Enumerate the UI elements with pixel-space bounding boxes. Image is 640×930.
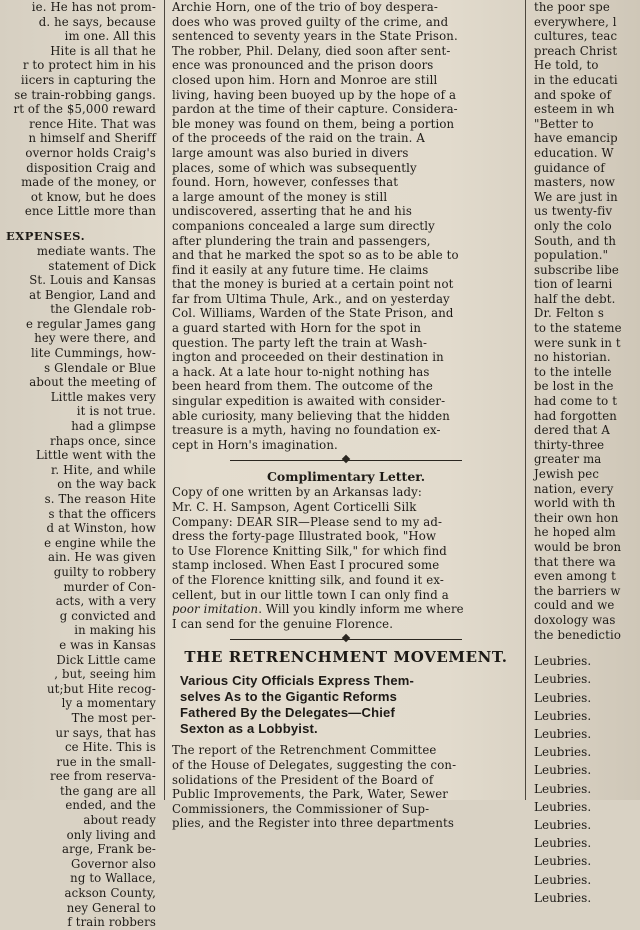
text-line: doxology was bbox=[534, 612, 616, 627]
text-line: ble money was found on them, being a portion bbox=[172, 116, 455, 131]
text-line: r. Hite, and while bbox=[50, 462, 156, 477]
list-item: Leubries. bbox=[534, 890, 592, 905]
text-line: after plundering the train and passengers, bbox=[172, 233, 431, 248]
text-line: Hite is all that he bbox=[50, 43, 156, 58]
text-line: had come to t bbox=[534, 394, 618, 409]
text-line: Jewish pec bbox=[534, 467, 600, 481]
text-line: of the Florence knitting silk, and found it ex- bbox=[172, 572, 444, 587]
text-line: could and we bbox=[534, 598, 615, 613]
text-line: ut;but Hite recog- bbox=[46, 681, 156, 696]
text-line: ng to Wallace, bbox=[70, 871, 156, 886]
text-line: it is not true. bbox=[76, 404, 156, 419]
deck-line: Various City Officials Express Them- bbox=[180, 673, 415, 689]
text-line: rue in the small- bbox=[56, 754, 156, 769]
column-rule-right bbox=[525, 0, 526, 800]
text-line: guidance of bbox=[534, 160, 605, 175]
text-line: have emancip bbox=[534, 131, 618, 146]
text-line: made of the money, or bbox=[21, 175, 156, 190]
text-line: rhaps once, since bbox=[49, 433, 156, 448]
text-line: greater ma bbox=[534, 452, 602, 467]
list-item: Leubries. bbox=[534, 836, 592, 851]
text-line: The robber, Phil. Delany, died soon after sent- bbox=[172, 43, 451, 58]
list-item: Leubries. bbox=[534, 817, 592, 832]
text-line: question. The party left the train at Wash- bbox=[172, 335, 428, 350]
text-line: poor imitation. Will you kindly inform me where bbox=[172, 602, 464, 617]
article-body-text bbox=[170, 743, 522, 831]
list-item: Leubries. bbox=[534, 781, 592, 796]
text-line: g convicted and bbox=[59, 608, 156, 623]
text-line: closed upon him. Horn and Monroe are still bbox=[172, 72, 438, 87]
text-line: esteem in wh bbox=[534, 102, 615, 117]
text-line: Mr. C. H. Sampson, Agent Corticelli Silk bbox=[172, 500, 417, 514]
text-line: cultures, teac bbox=[534, 29, 618, 44]
text-line: everywhere, l bbox=[534, 14, 617, 29]
text-line: s Glendale or Blue bbox=[44, 360, 156, 375]
list-item: Leubries. bbox=[534, 872, 592, 887]
text-line: to the stateme bbox=[534, 321, 622, 336]
text-line: cellent, but in our little town I can only find a bbox=[172, 587, 449, 602]
text-line: found. Horn, however, confesses that bbox=[172, 175, 399, 190]
list-item: Leubries. bbox=[534, 854, 592, 869]
right-column-top-text bbox=[530, 0, 640, 642]
text-line: the gang are all bbox=[59, 783, 156, 798]
prison-story-text bbox=[170, 0, 522, 452]
text-line: treasure is a myth, having no foundation ex- bbox=[172, 423, 441, 438]
text-line: had a glimpse bbox=[71, 419, 156, 434]
text-line: s that the officers bbox=[48, 506, 156, 521]
text-line: He told, to bbox=[534, 58, 599, 73]
text-line: pardon at the time of their capture. Considera- bbox=[172, 102, 458, 117]
text-line: had forgotten bbox=[534, 408, 617, 423]
text-line: cept in Horn's imagination. bbox=[172, 437, 338, 452]
text-line: undiscovered, asserting that he and his bbox=[172, 204, 412, 219]
text-line: Col. Williams, Warden of the State Prison, and bbox=[172, 306, 454, 321]
text-line: ce Hite. This is bbox=[64, 740, 156, 755]
text-line: and that he marked the spot so as to be able to bbox=[172, 248, 459, 263]
deck-line: Sexton as a Lobbyist. bbox=[180, 721, 318, 737]
text-line: , but, seeing him bbox=[54, 667, 156, 682]
text-line: masters, now bbox=[534, 175, 616, 190]
text-line: nation, every bbox=[534, 481, 614, 496]
text-line: only the colo bbox=[534, 218, 612, 233]
text-line: ie. He has not prom- bbox=[31, 0, 156, 14]
text-line: hey were there, and bbox=[34, 331, 156, 346]
text-line: Dr. Felton s bbox=[534, 306, 604, 321]
leubries-list bbox=[530, 652, 640, 907]
list-item: Leubries. bbox=[534, 672, 592, 687]
text-line: We are just in bbox=[534, 189, 618, 204]
text-line: Dick Little came bbox=[56, 652, 156, 667]
text-line: companions concealed a large sum directly bbox=[172, 218, 435, 233]
list-item: Leubries. bbox=[534, 799, 592, 814]
text-line: Commissioners, the Commissioner of Sup- bbox=[172, 801, 430, 816]
left-column-section-text bbox=[0, 244, 160, 930]
text-line: The most per- bbox=[71, 710, 156, 725]
text-line: Archie Horn, one of the trio of boy despera- bbox=[172, 0, 438, 14]
text-line: world with th bbox=[534, 496, 616, 511]
text-line: ence was pronounced and the prison doors bbox=[172, 58, 434, 73]
left-column-top-text bbox=[0, 0, 160, 219]
text-line: r to protect him in his bbox=[22, 58, 156, 73]
list-item: Leubries. bbox=[534, 745, 592, 760]
text-line: a hack. At a late hour to-night nothing has bbox=[172, 364, 430, 379]
text-line: able curiosity, many believing that the hidden bbox=[172, 408, 450, 423]
text-line: acts, with a very bbox=[55, 594, 156, 609]
text-line: St. Louis and Kansas bbox=[29, 273, 156, 288]
text-line: I can send for the genuine Florence. bbox=[172, 616, 394, 631]
list-item: Leubries. bbox=[534, 726, 592, 741]
text-line: ain. He was given bbox=[48, 550, 156, 565]
text-line: iicers in capturing the bbox=[20, 72, 156, 87]
text-line: f train robbers bbox=[67, 915, 156, 930]
text-line: the poor spe bbox=[534, 0, 610, 14]
text-line: n himself and Sheriff bbox=[28, 131, 156, 146]
text-line: would be bron bbox=[534, 539, 622, 554]
text-line: thirty-three bbox=[534, 437, 605, 452]
text-line: Little went with the bbox=[36, 448, 156, 463]
text-line: stamp inclosed. When East I procured some bbox=[172, 558, 440, 573]
text-line: been heard from them. The outcome of the bbox=[172, 379, 433, 394]
text-line: overnor holds Craig's bbox=[25, 145, 156, 160]
list-item: Leubries. bbox=[534, 690, 592, 705]
text-line: guilty to robbery bbox=[53, 564, 156, 579]
text-line: mediate wants. The bbox=[36, 243, 156, 258]
text-line: half the debt. bbox=[534, 291, 616, 306]
text-line: arge, Frank be- bbox=[62, 842, 156, 857]
text-line: rt of the $5,000 reward bbox=[13, 102, 156, 117]
text-line: a guard started with Horn for the spot in bbox=[172, 321, 422, 336]
text-line: ence Little more than bbox=[24, 204, 156, 219]
text-line: lite Cummings, how- bbox=[31, 346, 156, 361]
text-line: solidations of the President of the Board of bbox=[172, 772, 434, 787]
text-line: living, having been buoyed up by the hope of a bbox=[172, 87, 457, 102]
text-line: on the way back bbox=[57, 477, 156, 492]
deck-line: selves As to the Gigantic Reforms bbox=[180, 689, 398, 705]
letter-text bbox=[170, 485, 522, 631]
deck-line: Fathered By the Delegates—Chief bbox=[180, 705, 395, 721]
text-line: to the intelle bbox=[534, 364, 612, 379]
text-line: does who was proved guilty of the crime, and bbox=[172, 14, 449, 29]
text-line: dress the forty-page Illustrated book, "How bbox=[172, 529, 437, 544]
text-line: Company: DEAR SIR—Please send to my ad- bbox=[172, 514, 443, 529]
text-line: in the educati bbox=[534, 72, 618, 87]
text-line: e engine while the bbox=[44, 535, 156, 550]
list-item: Leubries. bbox=[534, 654, 592, 669]
text-line: the benedictio bbox=[534, 627, 622, 642]
text-line: statement of Dick bbox=[48, 258, 156, 273]
list-item: Leubries. bbox=[534, 708, 592, 723]
text-line: ly a momentary bbox=[61, 696, 156, 711]
text-line: ree from reserva- bbox=[50, 769, 156, 784]
text-line: ackson County, bbox=[64, 886, 156, 901]
text-line: im one. All this bbox=[64, 29, 156, 44]
letter-heading: Complimentary Letter. bbox=[266, 469, 426, 485]
text-line: Governor also bbox=[70, 856, 156, 871]
text-line: ur says, that has bbox=[55, 725, 156, 740]
text-line: e was in Kansas bbox=[59, 637, 156, 652]
text-line: a large amount of the money is still bbox=[172, 189, 388, 204]
text-line: us twenty-fiv bbox=[534, 204, 613, 219]
text-line: Copy of one written by an Arkansas lady: bbox=[172, 485, 422, 500]
text-line: South, and th bbox=[534, 233, 617, 248]
text-line: "Better to bbox=[534, 116, 594, 131]
text-line: only living and bbox=[66, 827, 156, 842]
text-line: about ready bbox=[83, 813, 156, 828]
text-line: to Use Florence Knitting Silk," for which find bbox=[172, 543, 447, 558]
text-line: d. he says, because bbox=[38, 14, 156, 29]
text-line: of the proceeds of the raid on the train. A bbox=[172, 131, 426, 146]
separator-rule bbox=[190, 634, 502, 644]
text-line: were sunk in t bbox=[534, 335, 621, 350]
text-line: that the money is buried at a certain point not bbox=[172, 277, 454, 292]
text-line: the Glendale rob- bbox=[50, 302, 156, 317]
text-line: places, some of which was subsequently bbox=[172, 160, 417, 175]
text-line: ington and proceeded on their destination in bbox=[172, 350, 444, 365]
article-headline: THE RETRENCHMENT MOVEMENT. bbox=[184, 648, 508, 667]
list-item: Leubries. bbox=[534, 763, 592, 778]
text-line: in making his bbox=[74, 623, 156, 638]
text-line: about the meeting of bbox=[29, 375, 156, 390]
text-line: education. W bbox=[534, 145, 614, 160]
text-line: The report of the Retrenchment Committee bbox=[172, 743, 437, 758]
text-line: subscribe libe bbox=[534, 262, 619, 277]
left-column bbox=[0, 0, 160, 930]
text-line: large amount was also buried in divers bbox=[172, 145, 409, 160]
text-line: d at Winston, how bbox=[46, 521, 156, 536]
text-line: sentenced to seventy years in the State Prison. bbox=[172, 29, 458, 44]
column-rule-left bbox=[164, 0, 165, 800]
text-line: the barriers w bbox=[534, 583, 621, 598]
text-line: find it easily at any future time. He claims bbox=[172, 262, 429, 277]
text-line: ended, and the bbox=[65, 798, 156, 813]
text-line: se train-robbing gangs. bbox=[14, 87, 156, 102]
text-line: tion of learni bbox=[534, 277, 613, 292]
text-line: far from Ultima Thule, Ark., and on yesterday bbox=[172, 291, 450, 306]
text-line: ot know, but he does bbox=[30, 189, 156, 204]
text-line: Little makes very bbox=[50, 389, 156, 404]
text-line: murder of Con- bbox=[63, 579, 156, 594]
text-line: ney General to bbox=[66, 900, 156, 915]
text-line: e regular James gang bbox=[26, 316, 156, 331]
text-line: disposition Craig and bbox=[26, 160, 156, 175]
text-line: and spoke of bbox=[534, 87, 612, 102]
text-line: preach Christ bbox=[534, 43, 618, 58]
text-line: no historian. bbox=[534, 350, 611, 365]
text-line: plies, and the Register into three departments bbox=[172, 816, 455, 831]
separator-rule bbox=[190, 455, 502, 465]
right-column bbox=[530, 0, 640, 905]
text-line: that there wa bbox=[534, 554, 616, 569]
text-line: be lost in the bbox=[534, 379, 614, 394]
text-line: he hoped alm bbox=[534, 525, 616, 540]
text-line: of the House of Delegates, suggesting the con- bbox=[172, 757, 457, 772]
text-line: population." bbox=[534, 248, 609, 263]
text-line: Public Improvements, the Park, Water, Sewer bbox=[172, 787, 449, 802]
middle-column bbox=[170, 0, 522, 831]
text-line: s. The reason Hite bbox=[44, 492, 156, 506]
expenses-heading: EXPENSES. bbox=[6, 228, 86, 243]
article-deck bbox=[170, 673, 522, 737]
text-line: rence Hite. That was bbox=[29, 116, 156, 131]
text-line: at Bengior, Land and bbox=[29, 287, 156, 302]
text-line: their own hon bbox=[534, 510, 619, 525]
text-line: dered that A bbox=[534, 423, 610, 438]
text-line: even among t bbox=[534, 569, 616, 584]
text-line: singular expedition is awaited with consider- bbox=[172, 394, 446, 409]
